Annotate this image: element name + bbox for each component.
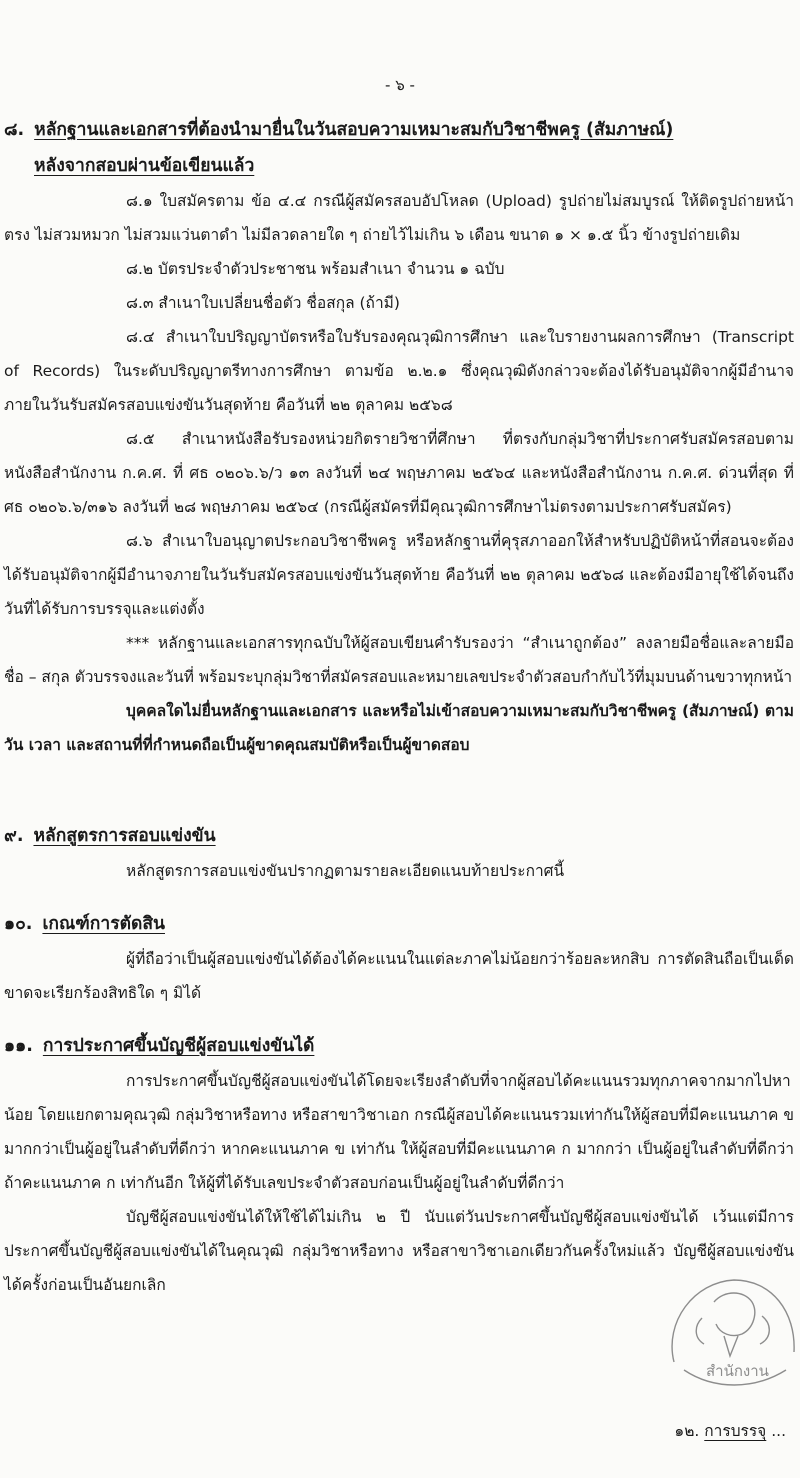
section-11-heading	[4, 1028, 794, 1064]
section-9	[4, 818, 794, 888]
section-9-title: หลักสูตรการสอบแข่งขัน	[33, 826, 216, 846]
disqualification-warning: บุคคลใดไม่ยื่นหลักฐานและเอกสาร และหรือไม่เข้าสอบความเหมาะสมกับวิชาชีพครู (สัมภาษณ์) ตามวัน เวลา และสถานที่ที่กำหนดถือเป็นผู้ขาดคุณสมบัติหรือเป็นผู้ขาดสอบ	[4, 702, 794, 754]
item-8-1: ๘.๑ ใบสมัครตาม ข้อ ๔.๔ กรณีผู้สมัครสอบอัปโหลด (Upload) รูปถ่ายไม่สมบูรณ์ ให้ติดรูปถ่ายหน้าตรง ไม่สวมหมวก ไม่สวมแว่นตาดำ ไม่มีลวดลายใด ๆ ถ่ายไว้ไม่เกิน ๖ เดือน ขนาด ๑ × ๑.๕ นิ้ว ข้างรูปถ่ายเดิม	[4, 192, 794, 244]
item-8-2: ๘.๒ บัตรประจำตัวประชาชน พร้อมสำเนา จำนวน ๑ ฉบับ	[126, 260, 505, 278]
section-11-number: ๑๑.	[4, 1036, 33, 1056]
section-10-heading	[4, 906, 794, 942]
section-9-heading	[4, 818, 794, 854]
item-8-3: ๘.๓ สำเนาใบเปลี่ยนชื่อตัว ชื่อสกุล (ถ้ามี)	[126, 294, 400, 312]
certification-note: *** หลักฐานและเอกสารทุกฉบับให้ผู้สอบเขียนคำรับรองว่า “สำเนาถูกต้อง” ลงลายมือชื่อและลายมือชื่อ – สกุล ตัวบรรจงและวันที่ พร้อมระบุกลุ่มวิชาที่สมัครสอบและหมายเลขประจำตัวสอบกำกับไว้ที่มุมบนด้านขวาทุกหน้า	[4, 634, 794, 686]
section-10-body: ผู้ที่ถือว่าเป็นผู้สอบแข่งขันได้ต้องได้คะแนนในแต่ละภาคไม่น้อยกว่าร้อยละหกสิบ การตัดสินถือเป็นเด็ดขาดจะเรียกร้องสิทธิใด ๆ มิได้	[4, 950, 794, 1002]
section-10-number: ๑๐.	[4, 914, 33, 934]
section-9-body: หลักสูตรการสอบแข่งขันปรากฏตามรายละเอียดแนบท้ายประกาศนี้	[126, 862, 565, 880]
item-8-4: ๘.๔ สำเนาใบปริญญาบัตรหรือใบรับรองคุณวุฒิการศึกษา และใบรายงานผลการศึกษา (Transcript of Records) ในระดับปริญญาตรีทางการศึกษา ตามข้อ ๒.๒.๑ ซึ่งคุณวุฒิดังกล่าวจะต้องได้รับอนุมัติจากผู้มีอำนาจภายในวันรับสมัครสอบแข่งขันวันสุดท้าย คือวันที่ ๒๒ ตุลาคม ๒๕๖๘	[4, 328, 794, 414]
section-9-number: ๙.	[4, 826, 24, 846]
section-11	[4, 1028, 794, 1302]
garuda-seal-icon	[654, 1272, 800, 1390]
section-8-heading	[4, 112, 794, 148]
seal-text: สำนักงาน	[706, 1362, 769, 1380]
item-8-6: ๘.๖ สำเนาใบอนุญาตประกอบวิชาชีพครู หรือหลักฐานที่คุรุสภาออกให้สำหรับปฏิบัติหน้าที่สอนจะต้องได้รับอนุมัติจากผู้มีอำนาจภายในวันรับสมัครสอบแข่งขันวันสุดท้าย คือวันที่ ๒๒ ตุลาคม ๒๕๖๘ และต้องมีอายุใช้ได้จนถึงวันที่ได้รับการบรรจุและแต่งตั้ง	[4, 532, 794, 618]
section-10	[4, 906, 794, 1010]
next-section-number: ๑๒.	[674, 1422, 700, 1440]
section-10-title: เกณฑ์การตัดสิน	[42, 914, 165, 934]
next-section-title: การบรรจุ	[704, 1422, 767, 1440]
section-11-para-2: บัญชีผู้สอบแข่งขันได้ให้ใช้ได้ไม่เกิน ๒ ปี นับแต่วันประกาศขึ้นบัญชีผู้สอบแข่งขันได้ เว้นแต่มีการประกาศขึ้นบัญชีผู้สอบแข่งขันได้ในคุณวุฒิ กลุ่มวิชาหรือทาง หรือสาขาวิชาเอกเดียวกันครั้งใหม่แล้ว บัญชีผู้สอบแข่งขันได้ครั้งก่อนเป็นอันยกเลิก	[4, 1208, 794, 1294]
section-8-title-line2: หลังจากสอบผ่านข้อเขียนแล้ว	[34, 156, 255, 176]
section-11-para-1: การประกาศขึ้นบัญชีผู้สอบแข่งขันได้โดยจะเรียงลำดับที่จากผู้สอบได้คะแนนรวมทุกภาคจากมากไปหาน้อย โดยแยกตามคุณวุฒิ กลุ่มวิชาหรือทาง หรือสาขาวิชาเอก กรณีผู้สอบได้คะแนนรวมเท่ากันให้ผู้สอบที่มีคะแนนภาค ข มากกว่าเป็นผู้อยู่ในลำดับที่ดีกว่า หากคะแนนภาค ข เท่ากัน ให้ผู้สอบที่มีคะแนนภาค ก มากกว่า เป็นผู้อยู่ในลำดับที่ดีกว่า ถ้าคะแนนภาค ก เท่ากันอีก ให้ผู้ที่ได้รับเลขประจำตัวสอบก่อนเป็นผู้อยู่ในลำดับที่ดีกว่า	[4, 1072, 794, 1192]
item-8-5: ๘.๕ สำเนาหนังสือรับรองหน่วยกิตรายวิชาที่ศึกษา ที่ตรงกับกลุ่มวิชาที่ประกาศรับสมัครสอบตามหนังสือสำนักงาน ก.ค.ศ. ที่ ศธ ๐๒๐๖.๖/ว ๑๓ ลงวันที่ ๒๔ พฤษภาคม ๒๕๖๔ และหนังสือสำนักงาน ก.ค.ศ. ด่วนที่สุด ที่ ศธ ๐๒๐๖.๖/๓๑๖ ลงวันที่ ๒๘ พฤษภาคม ๒๕๖๔ (กรณีผู้สมัครที่มีคุณวุฒิการศึกษาไม่ตรงตามประกาศรับสมัคร)	[4, 430, 794, 516]
next-page-cue	[674, 1414, 786, 1448]
section-8-title-line2-wrap	[4, 148, 794, 184]
section-11-title: การประกาศขึ้นบัญชีผู้สอบแข่งขันได้	[42, 1036, 315, 1056]
page-number: - ๖ -	[385, 76, 415, 94]
section-8	[4, 112, 794, 762]
continuation-ellipsis: ...	[771, 1422, 786, 1440]
section-8-title-line1: หลักฐานและเอกสารที่ต้องนำมายื่นในวันสอบความเหมาะสมกับวิชาชีพครู (สัมภาษณ์)	[34, 120, 674, 140]
section-8-number: ๘.	[4, 120, 25, 140]
